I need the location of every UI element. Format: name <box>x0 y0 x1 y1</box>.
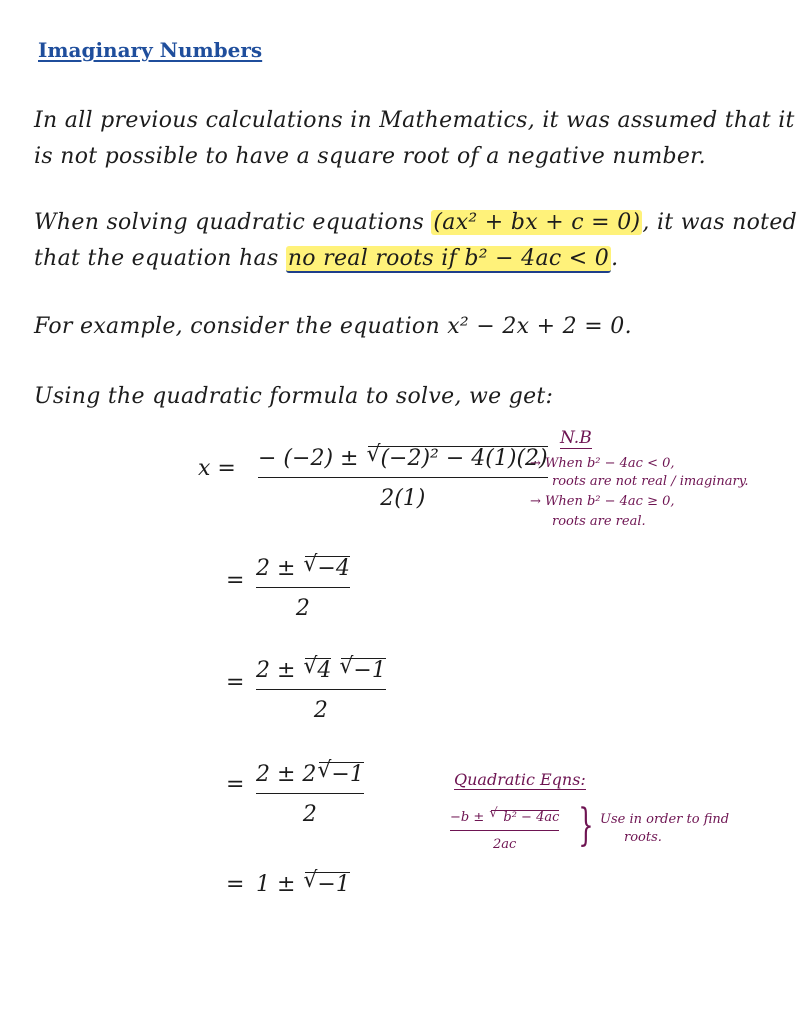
step-4-numerator-prefix: 2 ± 2 <box>256 762 317 787</box>
nb-heading-text: N.B <box>560 428 592 448</box>
quadratic-note-denominator: 2ac <box>493 837 517 853</box>
intro-line-2: is not possible to have a square root of a negative number. <box>34 144 706 169</box>
step-2-numerator <box>256 556 350 581</box>
quadratic-line-2-post: . <box>611 246 619 271</box>
quadratic-general-form-highlight: (ax² + bx + c = 0) <box>433 210 641 235</box>
step-5-result <box>256 872 350 897</box>
quadratic-note-radical: √ b² − 4ac <box>491 810 559 825</box>
step-2-fraction-bar <box>256 587 350 588</box>
step-1-denominator: 2(1) <box>380 486 426 512</box>
step-1-fraction-bar <box>258 477 548 478</box>
quadratic-line-2 <box>34 246 618 271</box>
step-2-equals: = <box>226 568 245 593</box>
quadratic-line-1-pre: When solving quadratic equations <box>34 210 425 235</box>
step-2-radical: √ −4 <box>305 556 349 581</box>
step-1-radical: √ (−2)² − 4(1)(2) <box>368 446 547 471</box>
step-3-denominator: 2 <box>313 698 328 724</box>
step-2-fraction <box>256 556 350 621</box>
no-real-roots-highlight: no real roots if b² − 4ac < 0 <box>287 246 610 271</box>
using-formula-line: Using the quadratic formula to solve, we get: <box>34 384 554 409</box>
example-line: For example, consider the equation x² − 2x + 2 = 0. <box>34 314 632 339</box>
nb-line-4: roots are real. <box>552 514 646 529</box>
step-3-radical-2: √ −1 <box>341 658 385 683</box>
nb-line-3: → When b² − 4ac ≥ 0, <box>530 494 675 509</box>
step-1-fraction <box>258 446 548 511</box>
quadratic-note-desc-2: roots. <box>624 830 662 845</box>
quadratic-note-fraction-bar <box>450 830 559 831</box>
nb-line-2: roots are not real / imaginary. <box>552 474 749 489</box>
step-4-equals: = <box>226 772 245 797</box>
step-5-radical: √ −1 <box>305 872 349 897</box>
step-2-denominator: 2 <box>295 596 310 622</box>
step-3-fraction <box>256 658 386 723</box>
step-5-prefix: 1 ± <box>256 872 303 897</box>
step-3-equals: = <box>226 670 245 695</box>
quadratic-note-formula <box>450 810 559 852</box>
step-3-numerator-prefix: 2 ± <box>256 658 303 683</box>
nb-line-1: → When b² − 4ac < 0, <box>530 456 675 471</box>
quadratic-line-2-pre: that the equation has <box>34 246 279 271</box>
step-3-fraction-bar <box>256 689 386 690</box>
step-4-denominator: 2 <box>302 802 317 828</box>
quadratic-line-1-post: , it was noted <box>642 210 797 235</box>
step-4-fraction <box>256 762 364 827</box>
quadratic-line-1 <box>34 210 797 235</box>
intro-line-1: In all previous calculations in Mathematics, it was assumed that it <box>34 108 795 133</box>
quadratic-note-numerator <box>450 810 559 825</box>
nb-heading <box>560 428 592 448</box>
step-2-numerator-prefix: 2 ± <box>256 556 303 581</box>
quadratic-note-numerator-prefix: −b ± <box>450 810 489 825</box>
step-4-radical: √ −1 <box>319 762 363 787</box>
quadratic-note-heading-text: Quadratic Eqns: <box>454 770 586 789</box>
step-4-fraction-bar <box>256 793 364 794</box>
step-1-lhs: x = <box>198 456 236 481</box>
step-1-numerator-prefix: − (−2) ± <box>258 446 366 471</box>
step-1-numerator <box>258 446 548 471</box>
step-4-numerator <box>256 762 364 787</box>
step-3-numerator <box>256 658 386 683</box>
page-title: Imaginary Numbers <box>38 38 263 62</box>
step-3-radical-1: √ 4 <box>305 658 331 683</box>
quadratic-note-desc-1: Use in order to find <box>600 812 730 827</box>
quadratic-note-heading <box>454 770 586 789</box>
quadratic-note-brace: } <box>578 800 594 851</box>
step-5-equals: = <box>226 872 245 897</box>
